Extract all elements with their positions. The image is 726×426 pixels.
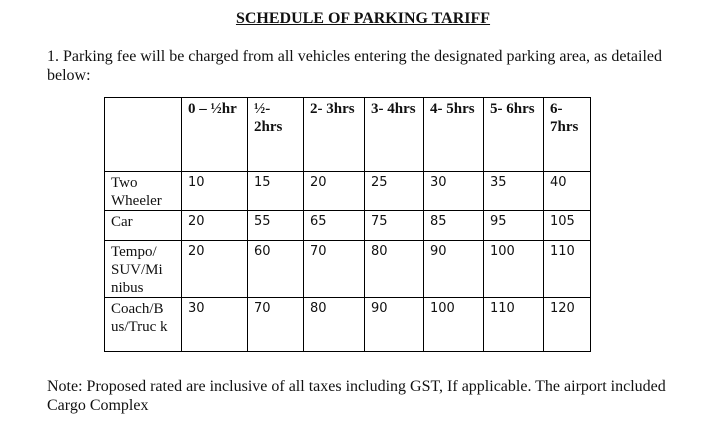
- fee-cell: 75: [365, 211, 424, 241]
- vehicle-type-cell: Two Wheeler: [105, 172, 182, 211]
- fee-cell: 95: [484, 211, 544, 241]
- header-cell-3-4hrs: 3- 4hrs: [365, 98, 424, 172]
- document-title: SCHEDULE OF PARKING TARIFF: [235, 10, 491, 27]
- fee-cell: 110: [544, 241, 591, 298]
- vehicle-type-cell: Coach/B us/Truc k: [105, 298, 182, 352]
- fee-cell: 35: [484, 172, 544, 211]
- header-cell-4-5hrs: 4- 5hrs: [424, 98, 484, 172]
- fee-cell: 80: [365, 241, 424, 298]
- fee-cell: 70: [248, 298, 304, 352]
- fee-cell: 70: [304, 241, 365, 298]
- fee-cell: 60: [248, 241, 304, 298]
- fee-cell: 20: [182, 241, 248, 298]
- header-cell-vehicle: [105, 98, 182, 172]
- fee-cell: 15: [248, 172, 304, 211]
- header-cell-half-2hrs: ½- 2hrs: [248, 98, 304, 172]
- fee-cell: 20: [182, 211, 248, 241]
- header-cell-6-7hrs: 6- 7hrs: [544, 98, 591, 172]
- fee-cell: 40: [544, 172, 591, 211]
- fee-cell: 20: [304, 172, 365, 211]
- header-cell-0-half-hr: 0 – ½hr: [182, 98, 248, 172]
- fee-cell: 105: [544, 211, 591, 241]
- table-row: [105, 172, 591, 211]
- table-row: [105, 211, 591, 241]
- intro-paragraph: 1. Parking fee will be charged from all vehicles entering the designated parking area, as detailed below:: [47, 48, 663, 84]
- fee-cell: 80: [304, 298, 365, 352]
- tariff-table: [104, 97, 591, 352]
- fee-cell: 90: [424, 241, 484, 298]
- vehicle-type-cell: Car: [105, 211, 182, 241]
- vehicle-type-cell: Tempo/ SUV/Mi nibus: [105, 241, 182, 298]
- table-row: [105, 241, 591, 298]
- table-row: [105, 298, 591, 352]
- fee-cell: 65: [304, 211, 365, 241]
- fee-cell: 10: [182, 172, 248, 211]
- fee-cell: 25: [365, 172, 424, 211]
- fee-cell: 100: [424, 298, 484, 352]
- table-header-row: [105, 98, 591, 172]
- header-cell-5-6hrs: 5- 6hrs: [484, 98, 544, 172]
- note-paragraph: Note: Proposed rated are inclusive of all taxes including GST, If applicable. The airport included Cargo Complex: [47, 378, 666, 414]
- fee-cell: 110: [484, 298, 544, 352]
- fee-cell: 90: [365, 298, 424, 352]
- fee-cell: 120: [544, 298, 591, 352]
- fee-cell: 55: [248, 211, 304, 241]
- fee-cell: 30: [424, 172, 484, 211]
- fee-cell: 100: [484, 241, 544, 298]
- header-cell-2-3hrs: 2- 3hrs: [304, 98, 365, 172]
- fee-cell: 85: [424, 211, 484, 241]
- fee-cell: 30: [182, 298, 248, 352]
